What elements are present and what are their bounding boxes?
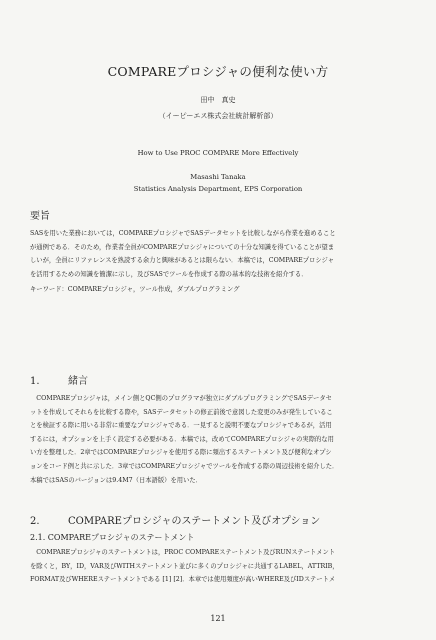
body-line: COMPAREプロシジャのステートメントは，PROC COMPAREステートメント及びRUNステートメント [30,549,336,556]
body-line: ョンをコード例と共に示した．3章ではCOMPAREプロシジャでツールを作成する際の周辺技術を紹介した． [30,462,339,470]
section-2-heading [30,512,320,527]
abstract-heading: 要旨 [30,211,50,222]
body-line: い方を整理した．2章ではCOMPAREプロシジャを使用する際に頻出するステートメント及び便利なオプシ [30,449,332,457]
section-number: 1. [30,376,40,387]
section-1-heading [30,372,88,387]
page-number: 121 [210,614,226,623]
body-line: とを検証する際に用いる非常に重要なプロシジャである．一見すると説明不要なプロシジャであるが，活用 [30,422,332,430]
body-line: FORMAT及びWHEREステートメントである [1] [2]．本章では使用頻度が高いWHERE及びIDステートメ [30,576,336,584]
section-2-1-body [30,546,406,587]
section-title: COMPAREプロシジャのステートメント及びオプション [68,516,321,527]
body-line: を除くと，BY，ID，VAR及びWITHステートメント並びに多くのプロシジャに共通するLABEL，ATTRIB， [30,562,339,570]
author-name-jp: 田中 真史 [200,96,236,104]
paper-title-en: How to Use PROC COMPARE More Effectively [137,149,299,157]
abstract-line: が通例である．そのため，作業者全員がCOMPAREプロシジャについての十分な知識を得ていることが望ま [30,243,335,251]
abstract-line: しいが，全員にリファレンスを熟読する余力と興味があるとは限らない．本稿では，COMPAREプロシジャ [30,257,334,265]
affiliation-jp: （イーピーエス株式会社統計解析部） [158,112,278,120]
affiliation-en: Statistics Analysis Department, EPS Corporation [133,185,303,193]
paper-title-jp: COMPAREプロシジャの便利な使い方 [107,64,329,79]
body-line: するには，オプションを上手く設定する必要がある．本稿では，改めてCOMPAREプロシジャの実際的な用 [30,435,334,443]
body-line: COMPAREプロシジャは，メイン側とQC側のプログラマが独立にダブルプログラミングでSASデータセ [30,395,332,402]
body-line: 本稿ではSASのバージョンは9.4M7（日本語版）を用いた． [30,476,202,484]
subsection-2-1-heading: 2.1. COMPAREプロシジャのステートメント [30,533,195,542]
section-number: 2. [30,516,40,527]
abstract-line: SASを用いた業務においては，COMPAREプロシジャでSASデータセットを比較しながら作業を進めること [30,230,336,237]
body-line: ットを作成してそれらを比較する際や，SASデータセットの修正前後で意図した変更のみが発生しているこ [30,408,333,416]
section-1-body [30,392,406,487]
abstract-body [30,227,406,281]
keywords: キーワード：COMPAREプロシジャ，ツール作成，ダブルプログラミング [30,286,240,293]
section-title: 緒言 [68,376,88,387]
abstract-line: を活用するための知識を簡潔に示し，及びSASでツールを作成する際の基本的な技術を紹介する． [30,270,308,278]
author-name-en: Masashi Tanaka [190,173,246,181]
